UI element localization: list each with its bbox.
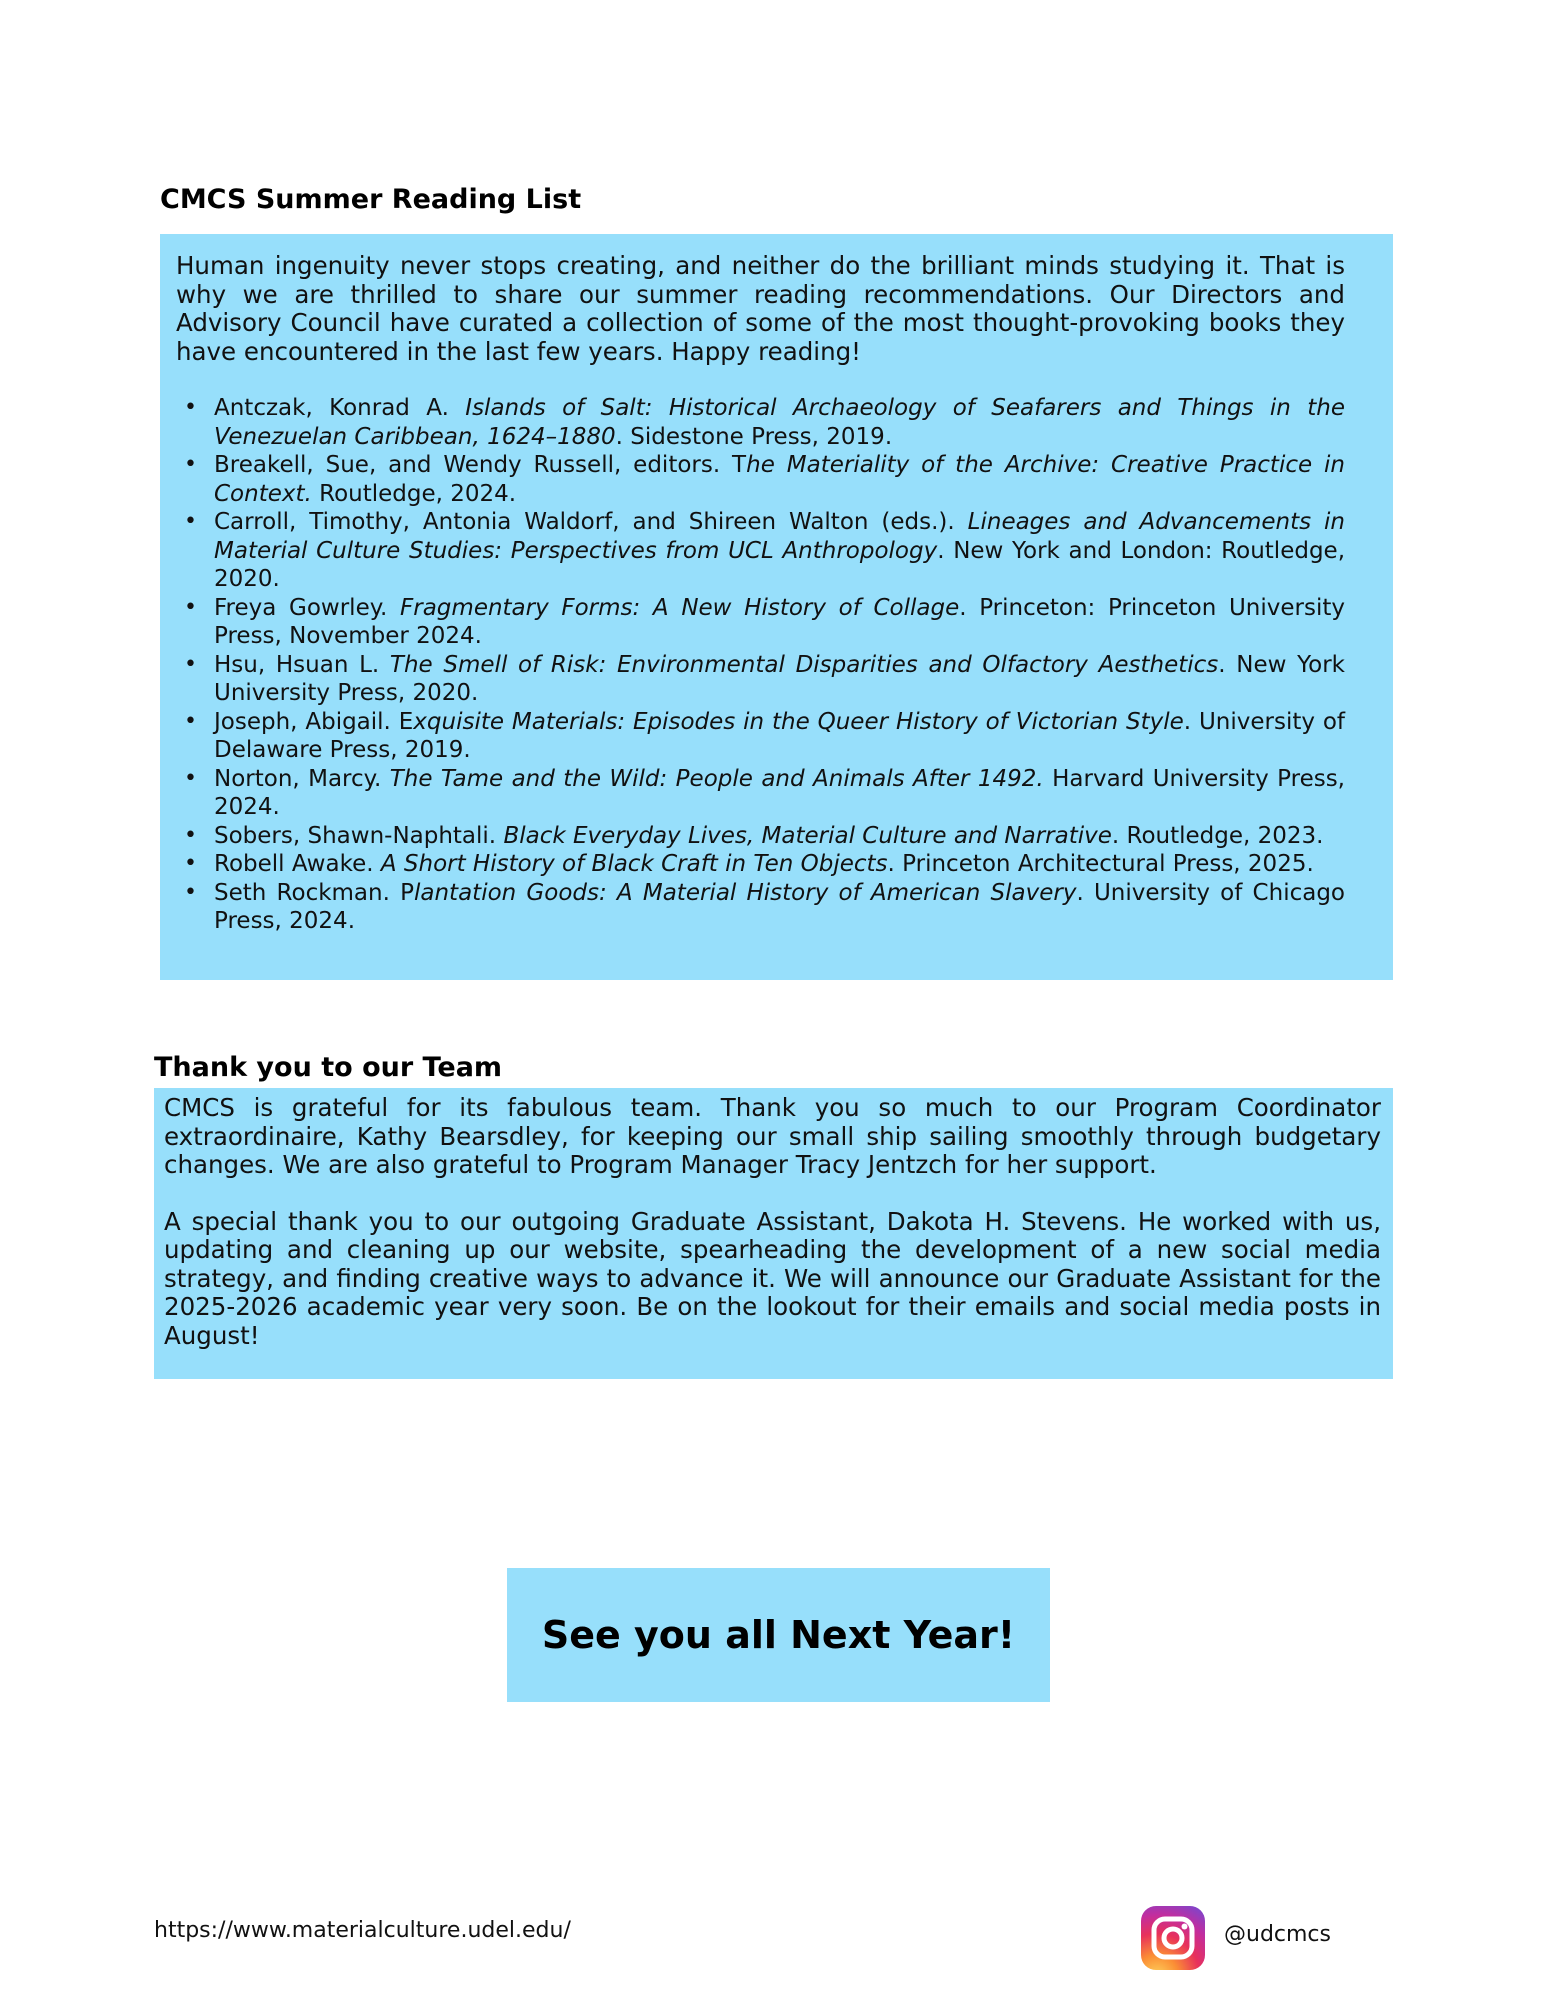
reading-item: • Norton, Marcy. The Tame and the Wild: People and Animals After 1492. Harvard University Press, 2024. [214, 765, 1345, 822]
reading-intro: Human ingenuity never stops creating, and neither do the brilliant minds studying it. That is why we are thrilled to share our summer reading recommendations. Our Directors and Advisory Council have curated a collection of some of the most thought-provoking books they have encountered in the last few years. Happy reading! [176, 251, 1345, 366]
reading-list-box [160, 234, 1393, 980]
reading-list [176, 394, 1345, 936]
reading-item: • Sobers, Shawn-Naphtali. Black Everyday Lives, Material Culture and Narrative. Routledge, 2023. [214, 822, 1345, 851]
reading-item: • Carroll, Timothy, Antonia Waldorf, and Shireen Walton (eds.). Lineages and Advancements in Material Culture Studies: Perspectives from UCL Anthropology. New York and London: Routledge, 2020. [214, 508, 1345, 594]
team-paragraph-1: CMCS is grateful for its fabulous team. Thank you so much to our Program Coordinator extraordinaire, Kathy Bearsdley, for keeping our small ship sailing smoothly through budgetary changes. We are also grateful to Program Manager Tracy Jentzch for her support. [164, 1093, 1381, 1179]
reading-item: • Breakell, Sue, and Wendy Russell, editors. The Materiality of the Archive: Creative Practice in Context. Routledge, 2024. [214, 451, 1345, 508]
reading-item: • Freya Gowrley. Fragmentary Forms: A New History of Collage. Princeton: Princeton University Press, November 2024. [214, 594, 1345, 651]
instagram-icon[interactable] [1141, 1906, 1205, 1970]
reading-item: • Antczak, Konrad A. Islands of Salt: Historical Archaeology of Seafarers and Things in the Venezuelan Caribbean, 1624–1880. Sidestone Press, 2019. [214, 394, 1345, 451]
team-title: Thank you to our Team [154, 1052, 503, 1083]
instagram-handle[interactable]: @udcmcs [1224, 1922, 1331, 1947]
reading-item: • Robell Awake. A Short History of Black Craft in Ten Objects. Princeton Architectural Press, 2025. [214, 850, 1345, 879]
reading-item: • Joseph, Abigail. Exquisite Materials: Episodes in the Queer History of Victorian Style. University of Delaware Press, 2019. [214, 708, 1345, 765]
reading-list-title: CMCS Summer Reading List [160, 184, 582, 215]
reading-item: • Seth Rockman. Plantation Goods: A Material History of American Slavery. University of Chicago Press, 2024. [214, 879, 1345, 936]
closing-text: See you all Next Year! [541, 1613, 1016, 1657]
website-link[interactable]: https://www.materialculture.udel.edu/ [154, 1918, 571, 1943]
team-box [154, 1088, 1393, 1379]
reading-item: • Hsu, Hsuan L. The Smell of Risk: Environmental Disparities and Olfactory Aesthetics. New York University Press, 2020. [214, 651, 1345, 708]
team-paragraph-2: A special thank you to our outgoing Graduate Assistant, Dakota H. Stevens. He worked with us, updating and cleaning up our website, spearheading the development of a new social media strategy, and finding creative ways to advance it. We will announce our Graduate Assistant for the 2025-2026 academic year very soon. Be on the lookout for their emails and social media posts in August! [164, 1206, 1381, 1350]
closing-banner [507, 1568, 1050, 1702]
